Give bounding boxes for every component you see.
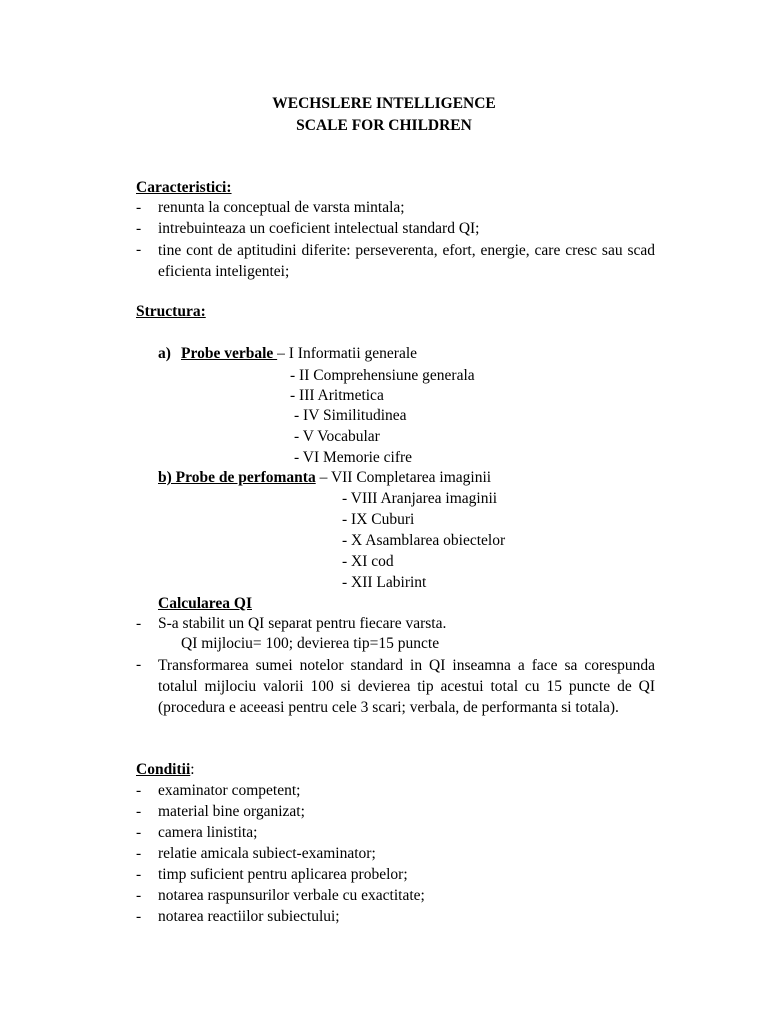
caracteristici-item: intrebuinteaza un coeficient intelectual standard QI; xyxy=(158,220,480,237)
bullet-dash: - xyxy=(136,887,142,904)
probe-verbale-first: – I Informatii generale xyxy=(277,345,418,362)
bullet-dash: - xyxy=(136,220,142,237)
bullet-dash: - xyxy=(136,241,142,258)
bullet-dash: - xyxy=(136,908,142,925)
probe-verbale-item: - V Vocabular xyxy=(294,428,380,445)
probe-verbale-item: - II Comprehensiune generala xyxy=(290,367,475,384)
conditii-item: examinator competent; xyxy=(158,782,301,799)
bullet-dash: - xyxy=(136,199,142,216)
bullet-dash: - xyxy=(136,803,142,820)
caracteristici-item-3: tine cont de aptitudini diferite: perseverenta, efort, energie, care cresc sau scad eficienta inteligentei; xyxy=(158,242,655,280)
bullet-dash: - xyxy=(136,656,142,673)
bullet-dash: - xyxy=(136,615,142,632)
bullet-dash: - xyxy=(136,866,142,883)
conditii-item: material bine organizat; xyxy=(158,803,305,820)
bullet-dash: - xyxy=(136,824,142,841)
probe-perfomanta-line xyxy=(158,468,491,488)
probe-verbale-label: Probe verbale xyxy=(181,345,278,362)
structura-heading: Structura: xyxy=(136,303,206,320)
probe-verbale-line xyxy=(181,344,417,364)
calcularea-item-1: S-a stabilit un QI separat pentru fiecare varsta. xyxy=(158,615,447,632)
probe-perfomanta-item: - VIII Aranjarea imaginii xyxy=(342,490,498,507)
caracteristici-item: renunta la conceptual de varsta mintala; xyxy=(158,199,405,216)
conditii-heading: Conditii xyxy=(136,761,191,778)
conditii-colon: : xyxy=(190,761,195,778)
calcularea-formula: QI mijlociu= 100; devierea tip=15 puncte xyxy=(181,635,440,652)
conditii-item: timp suficient pentru aplicarea probelor; xyxy=(158,866,408,883)
conditii-heading-line xyxy=(136,760,195,780)
probe-perfomanta-first: – VII Completarea imaginii xyxy=(315,469,492,486)
caracteristici-heading: Caracteristici: xyxy=(136,179,232,196)
probe-verbale-item: - III Aritmetica xyxy=(290,387,384,404)
probe-perfomanta-item: - XII Labirint xyxy=(342,574,427,591)
probe-verbale-item: - IV Similitudinea xyxy=(294,407,407,424)
bullet-dash: - xyxy=(136,845,142,862)
bullet-dash: - xyxy=(136,782,142,799)
calcularea-heading: Calcularea QI xyxy=(158,595,252,612)
calcularea-item-2: Transformarea sumei notelor standard in QI inseamna a face sa corespunda totalul mijlociu valorii 100 si devierea tip acestui total cu 15 puncte de QI (procedura e aceeasi pentru cele 3 scari; verbala, de performanta si totala). xyxy=(158,657,655,716)
title-line-1: WECHSLERE INTELLIGENCE xyxy=(272,95,496,112)
title-line-2: SCALE FOR CHILDREN xyxy=(296,117,472,134)
probe-perfomanta-item: - IX Cuburi xyxy=(342,511,415,528)
conditii-item: relatie amicala subiect-examinator; xyxy=(158,845,376,862)
probe-verbale-marker: a) xyxy=(158,345,171,362)
conditii-item: notarea reactiilor subiectului; xyxy=(158,908,340,925)
conditii-item: notarea raspunsurilor verbale cu exactitate; xyxy=(158,887,425,904)
probe-perfomanta-item: - X Asamblarea obiectelor xyxy=(342,532,506,549)
probe-verbale-item: - VI Memorie cifre xyxy=(294,449,413,466)
probe-perfomanta-label: b) Probe de perfomanta xyxy=(158,469,316,486)
conditii-item: camera linistita; xyxy=(158,824,258,841)
probe-perfomanta-item: - XI cod xyxy=(342,553,394,570)
